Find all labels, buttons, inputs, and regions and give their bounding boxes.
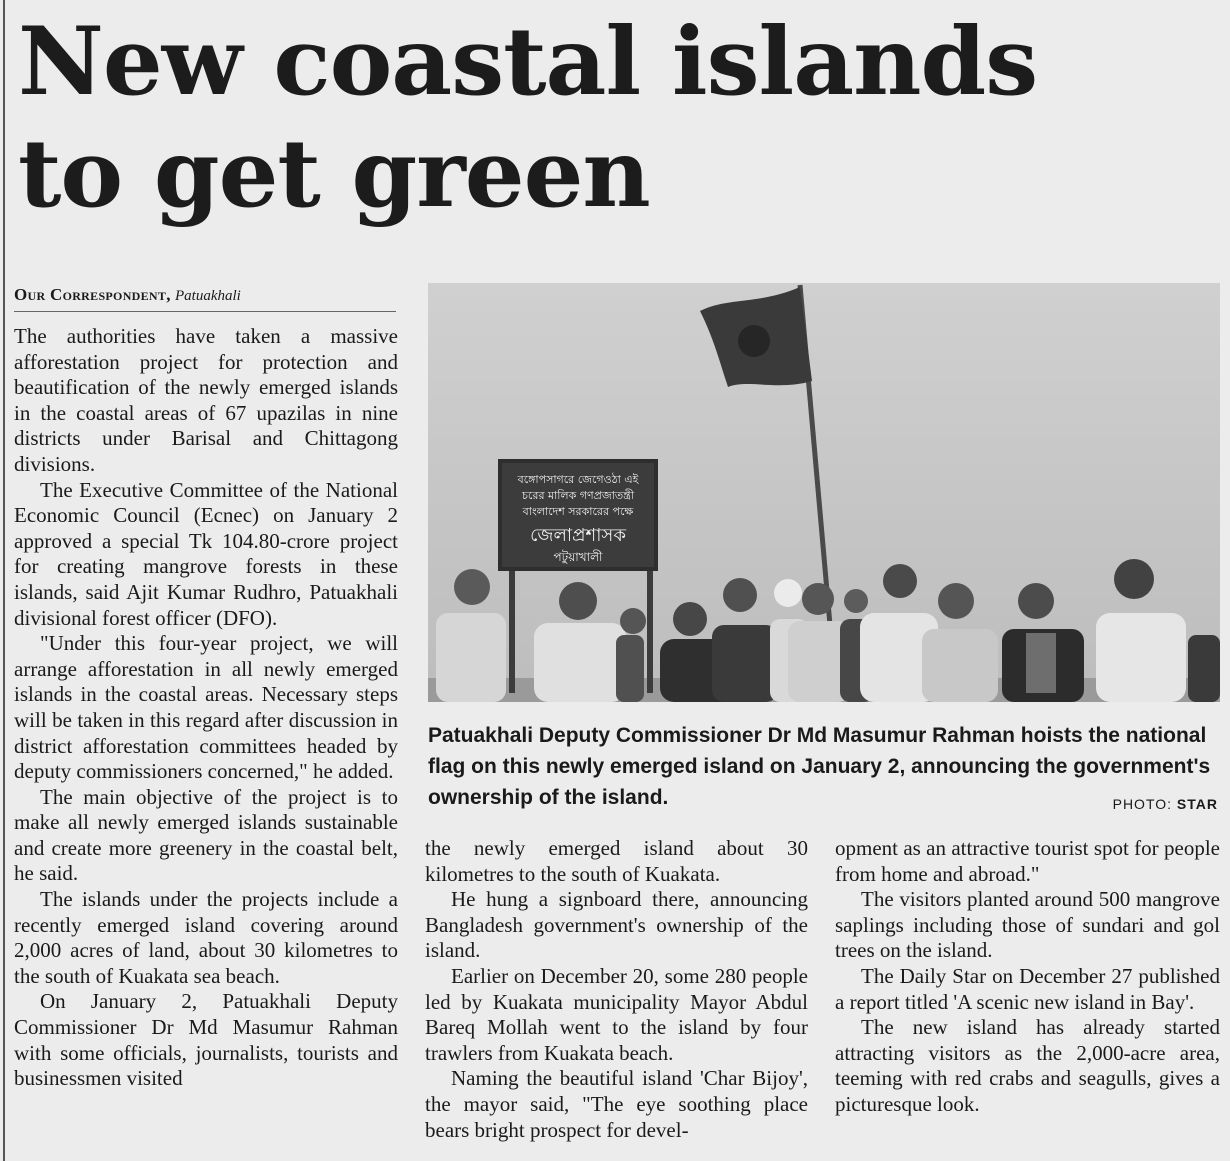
signboard-line: বঙ্গোপসাগরে জেগেওঠা এই: [517, 473, 639, 486]
photo-credit-label: PHOTO:: [1112, 796, 1173, 812]
paragraph: The Executive Committee of the National Economic Council (Ecnec) on January 2 approved a special Tk 104.80-crore project for creating mangrove forests in these islands, said Ajit Kumar Rudhro, Patuakhali divisional forest officer (DFO).: [14, 477, 398, 630]
paragraph: The authorities have taken a massive afforestation project for protection and beautification of the newly emerged islands in the coastal areas of 67 upazilas in nine districts under Barisal and Chittagong divisions.: [14, 324, 398, 476]
news-photo: [428, 283, 1220, 702]
paragraph: The visitors planted around 500 mangrove saplings including those of sundari and gol trees on the island.: [835, 887, 1220, 963]
paragraph: the newly emerged island about 30 kilometres to the south of Kuakata.: [425, 836, 808, 886]
paragraph: The main objective of the project is to make all newly emerged islands sustainable and create more greenery in the coastal belt, he said.: [14, 784, 398, 886]
body-column-2: [425, 836, 808, 1143]
paragraph: Naming the beautiful island 'Char Bijoy', the mayor said, "The eye soothing place bears bright prospect for devel-: [425, 1066, 808, 1142]
paragraph: opment as an attractive tourist spot for people from home and abroad.": [835, 836, 1220, 886]
photo-credit: [1113, 796, 1218, 812]
paragraph: The new island has already started attracting visitors as the 2,000-acre area, teeming with red crabs and seagulls, gives a picturesque look.: [835, 1015, 1220, 1116]
signboard-line: চরের মালিক গণপ্রজাতন্ত্রী: [522, 489, 634, 502]
paragraph: The Daily Star on December 27 published a report titled 'A scenic new island in Bay'.: [835, 963, 1220, 1014]
signboard-line: বাংলাদেশ সরকারের পক্ষে: [522, 505, 634, 518]
column-rule: [3, 0, 5, 1161]
signboard-line: পটুয়াখালী: [553, 550, 603, 564]
paragraph: Earlier on December 20, some 280 people led by Kuakata municipality Mayor Abdul Bareq Mollah went to the island by four trawlers from Kuakata beach.: [425, 963, 808, 1065]
byline: [14, 284, 404, 307]
body-column-3: [835, 836, 1220, 1118]
paragraph: "Under this four-year project, we will arrange afforestation in all newly emerged islands in the coastal areas. Necessary steps will be taken in this regard after discussion in district afforestation committees headed by deputy commissioners concerned," he added.: [14, 631, 398, 784]
photo-caption: Patuakhali Deputy Commissioner Dr Md Masumur Rahman hoists the national flag on this newly emerged island on January 2, announcing the government's ownership of the island.: [428, 724, 1211, 809]
headline-line-1: New coastal islands: [18, 7, 1038, 117]
headline: [18, 6, 1218, 230]
paragraph: He hung a signboard there, announcing Bangladesh government's ownership of the island.: [425, 887, 808, 963]
signboard-line: জেলাপ্রশাসক: [530, 525, 626, 546]
byline-place: Patuakhali: [175, 288, 241, 304]
paragraph: On January 2, Patuakhali Deputy Commissioner Dr Md Masumur Rahman with some officials, journalists, tourists and businessmen visited: [14, 989, 398, 1091]
byline-name: Our Correspondent,: [14, 285, 171, 304]
byline-divider: [14, 311, 396, 312]
body-column-1: [14, 324, 398, 1092]
photo-credit-source: STAR: [1176, 796, 1218, 812]
paragraph: The islands under the projects include a recently emerged island covering around 2,000 acres of land, about 30 kilometres to the south of Kuakata sea beach.: [14, 887, 398, 988]
headline-line-2: to get green: [18, 119, 650, 229]
